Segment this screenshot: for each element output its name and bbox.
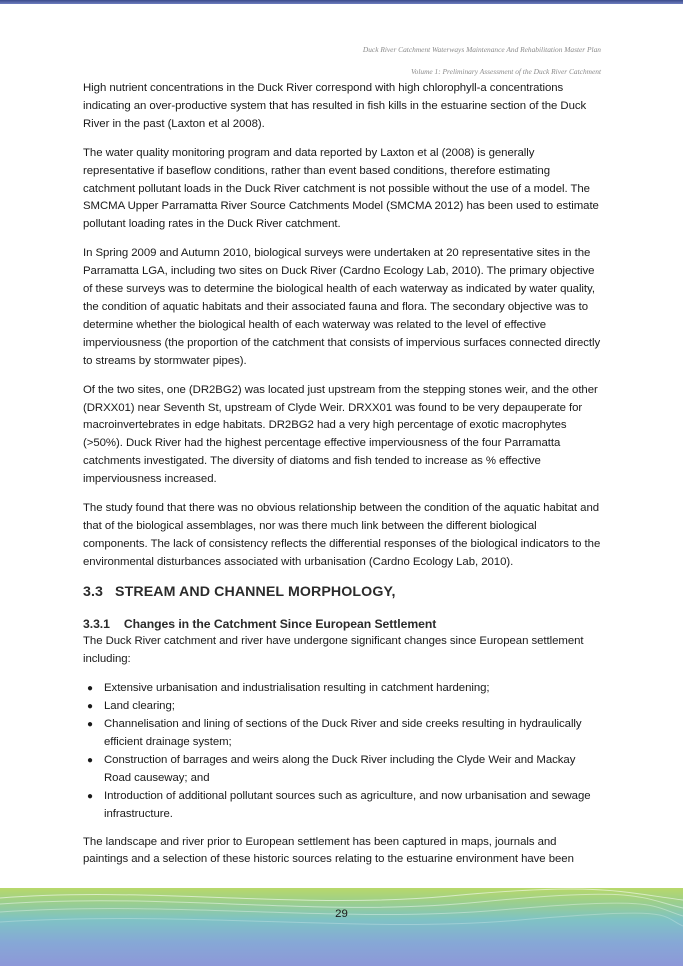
bullet-icon: ● bbox=[87, 790, 93, 802]
list-item: ● Introduction of additional pollutant sources such as agriculture, and now urbanisation and sewage infrastructure. bbox=[87, 789, 591, 820]
paragraph: The water quality monitoring program and data reported by Laxton et al (2008) is generally representative if baseflow conditions, rather than event based conditions, therefore estimating catchment pollutant loads in the Duck River catchment is not possible without the use of a model. The SMCMA Upper Parramatta River Source Catchments Model (SMCMA 2012) has been used to estimate pollutant loading rates in the Duck River catchment. bbox=[83, 146, 599, 231]
bullet-icon: ● bbox=[87, 719, 93, 731]
paragraph: Of the two sites, one (DR2BG2) was located just upstream from the stepping stones weir, and the other (DRXX01) near Seventh St, upstream of Clyde Weir. DRXX01 was found to be very depauperate for macroinvertebrates in edge habitats. DR2BG2 had a very high percentage of exotic macrophytes (>50%). Duck River had the highest percentage effective imperviousness of the four Parramatta catchments investigated. The diversity of diatoms and fish tended to increase as % effective imperviousness increased. bbox=[83, 383, 598, 486]
list-item: ● Land clearing; bbox=[83, 698, 603, 716]
paragraph: High nutrient concentrations in the Duck River correspond with high chlorophyll-a concentrations indicating an over-productive system that has resulted in fish kills in the estuarine section of the Duck River in the past (Laxton et al 2008). bbox=[83, 82, 587, 130]
footer-wave-band bbox=[0, 888, 683, 966]
bullet-icon: ● bbox=[87, 683, 93, 695]
running-header-title: Duck River Catchment Waterways Maintenance And Rehabilitation Master Plan bbox=[362, 45, 601, 54]
list-item: ● Construction of barrages and weirs along the Duck River including the Clyde Weir and Mackay Road causeway; and bbox=[87, 753, 576, 784]
document-body bbox=[83, 80, 603, 880]
list-item: ● Extensive urbanisation and industrialisation resulting in catchment hardening; bbox=[83, 680, 603, 698]
section-number: 3.3 bbox=[83, 583, 104, 600]
paragraph: The landscape and river prior to European settlement has been captured in maps, journals and paintings and a selection of these historic sources relating to the estuarine environment have been bbox=[83, 835, 574, 866]
section-title: STREAM AND CHANNEL MORPHOLOGY, bbox=[115, 583, 396, 600]
paragraph: The Duck River catchment and river have undergone significant changes since European settlement including: bbox=[83, 635, 584, 666]
paragraph: The study found that there was no obvious relationship between the condition of the aquatic habitat and that of the biological assemblages, nor was there much link between the different biological components. The lack of consistency reflects the differential responses of the biological indicators to the environmental disturbances associated with urbanisation (Cardno Ecology Lab, 2010). bbox=[83, 502, 601, 568]
page-number: 29 bbox=[335, 908, 348, 920]
bullet-list bbox=[83, 680, 603, 823]
list-item: ● Channelisation and lining of sections of the Duck River and side creeks resulting in hydraulically efficient drainage system; bbox=[87, 718, 582, 748]
subsection-number: 3.3.1 bbox=[83, 616, 110, 631]
section-heading bbox=[83, 584, 603, 602]
paragraph: In Spring 2009 and Autumn 2010, biological surveys were undertaken at 20 representative sites in the Parramatta LGA, including two sites on Duck River (Cardno Ecology Lab, 2010). The primary objective of these surveys was to determine the biological health of each waterway as indicated by water quality, the condition of aquatic habitats and their associated fauna and flora. The secondary objective was to determine whether the biological health of each waterway was related to the level of effective imperviousness (the proportion of the catchment that consists of impervious surfaces connected directly to streams by stormwater pipes). bbox=[83, 247, 601, 367]
subsection-title: Changes in the Catchment Since European Settlement bbox=[123, 616, 437, 631]
subsection-heading bbox=[83, 616, 603, 634]
running-header-volume: Volume 1: Preliminary Assessment of the Duck River Catchment bbox=[410, 67, 601, 76]
top-rule bbox=[0, 0, 683, 4]
bullet-icon: ● bbox=[87, 754, 93, 766]
bullet-icon: ● bbox=[87, 701, 93, 713]
footer-wave-decoration bbox=[0, 888, 683, 966]
